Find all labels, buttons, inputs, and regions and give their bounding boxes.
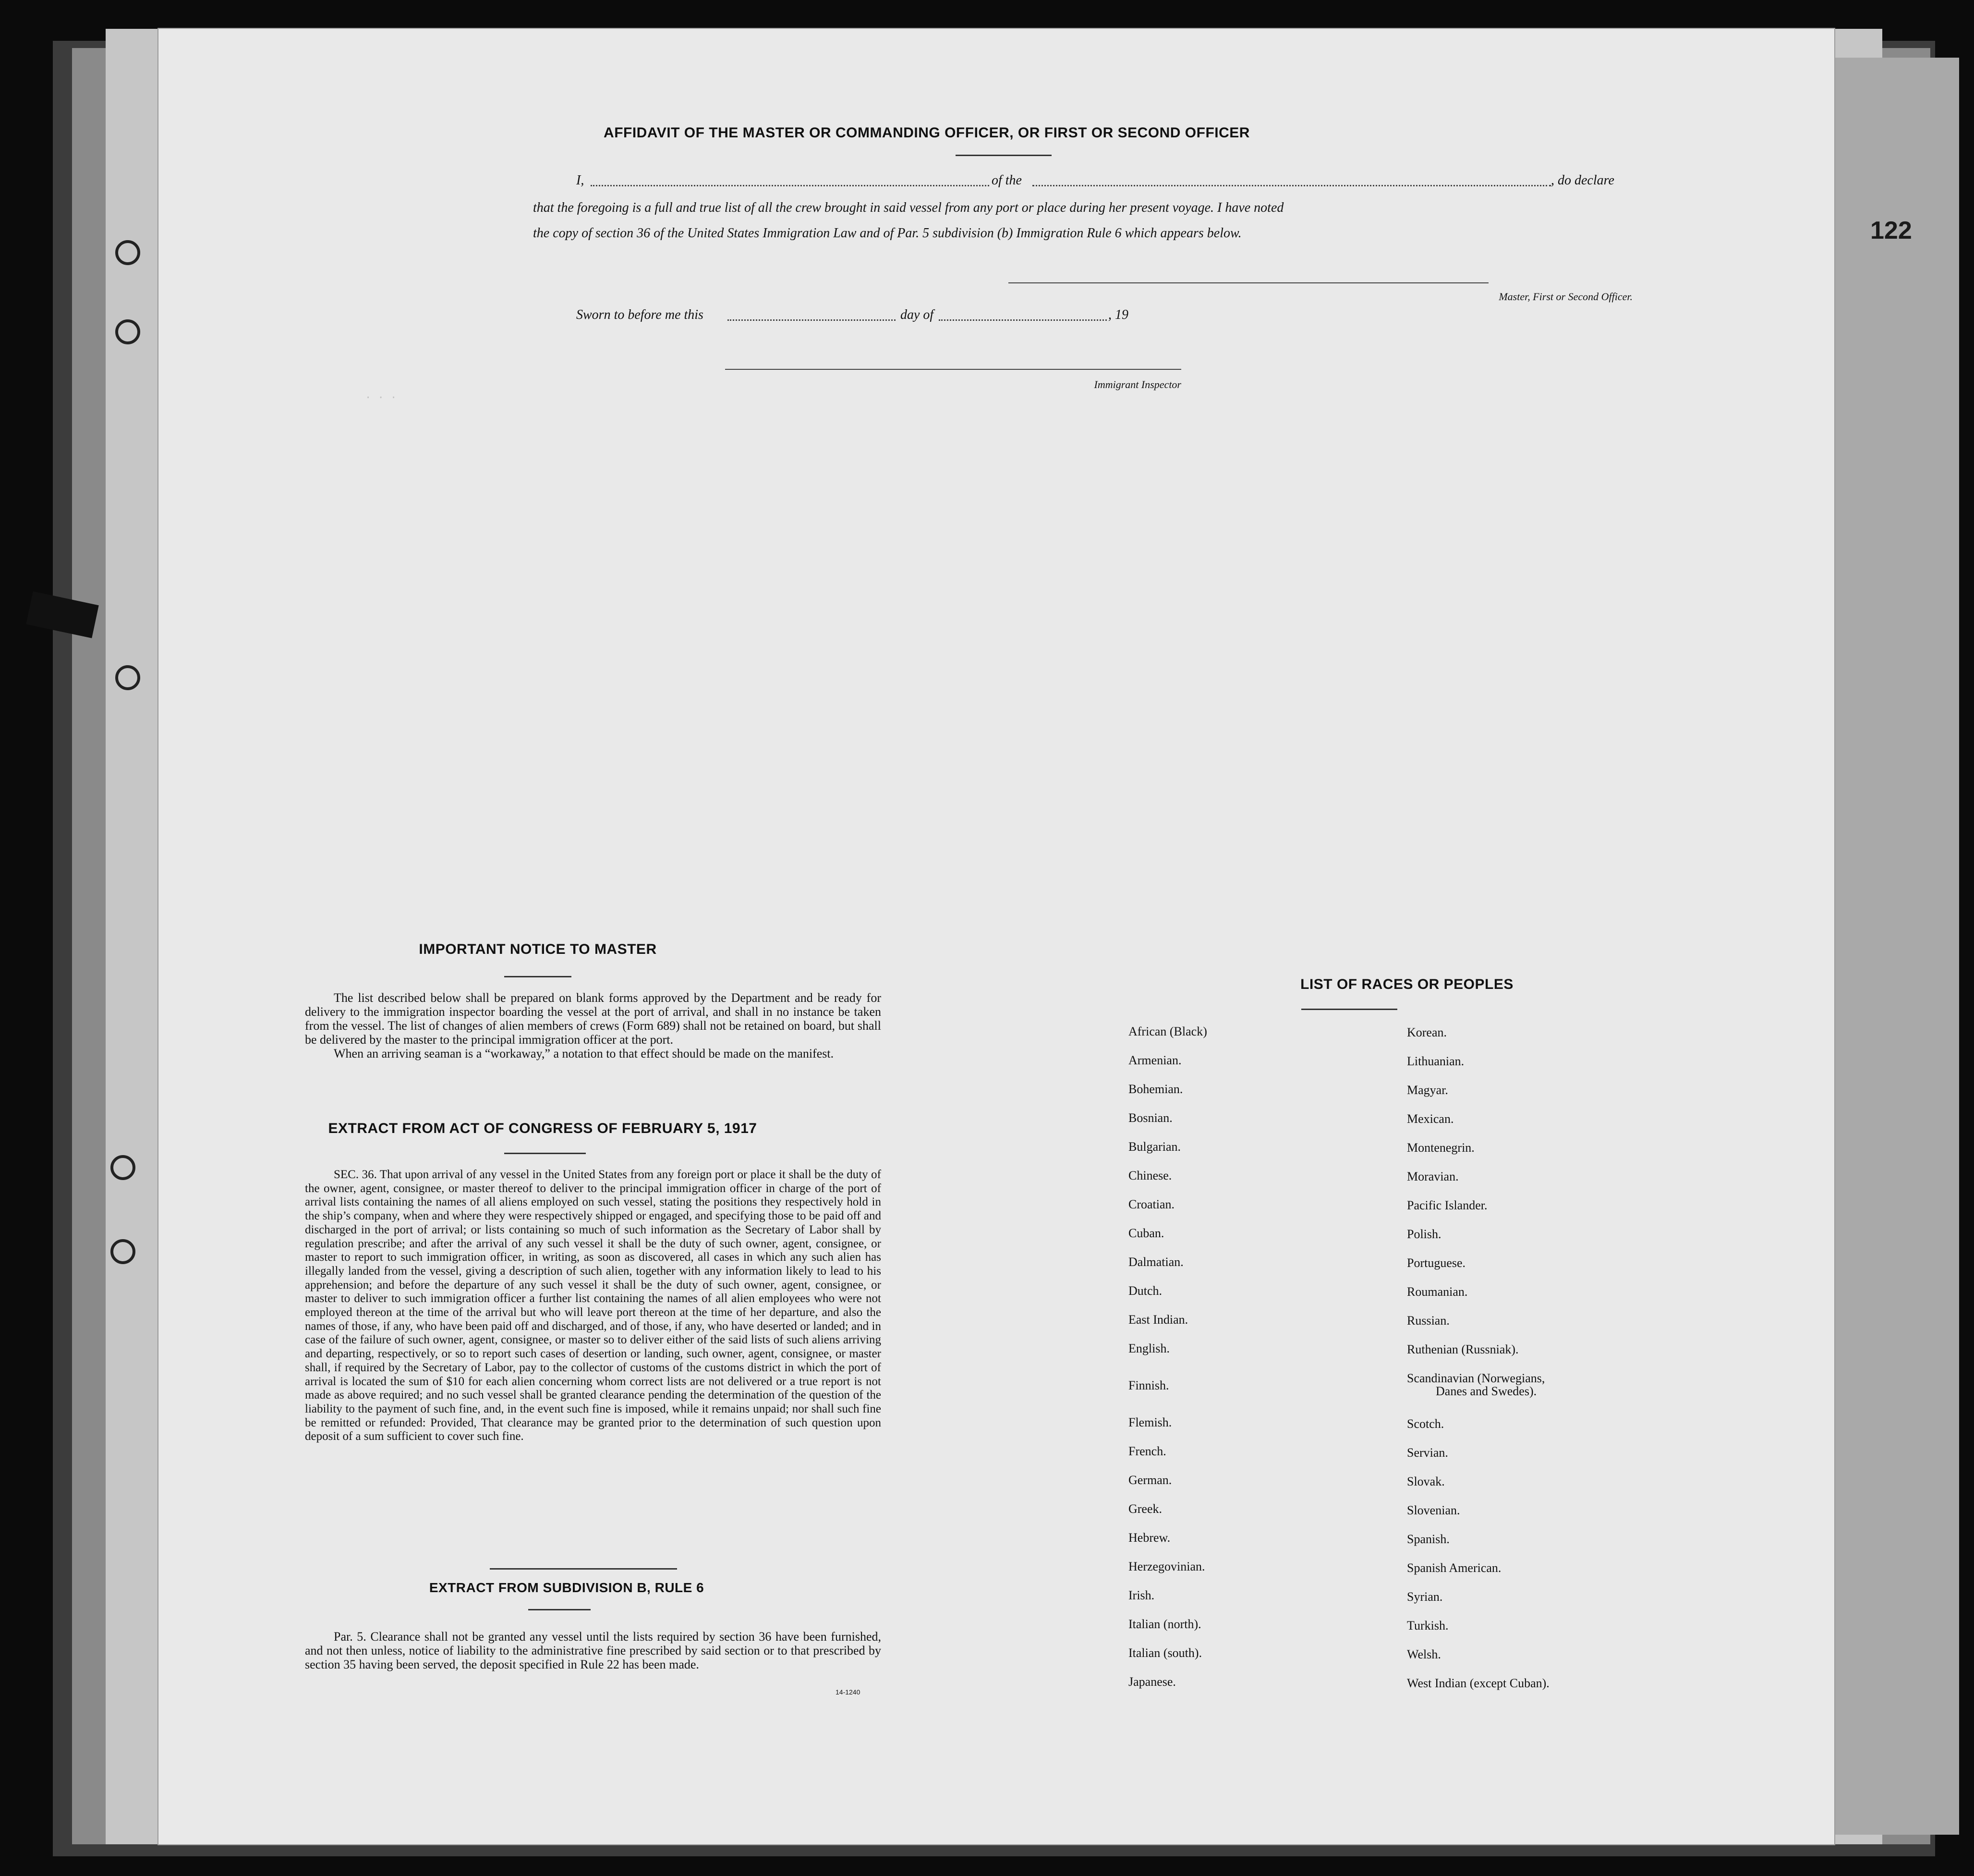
race-item: Syrian. xyxy=(1407,1590,1443,1604)
affidavit-of-the: of the xyxy=(992,173,1022,188)
race-item: Moravian. xyxy=(1407,1169,1459,1183)
race-item: Italian (north). xyxy=(1128,1617,1201,1631)
race-item: Armenian. xyxy=(1128,1053,1182,1067)
race-item: Russian. xyxy=(1407,1314,1450,1328)
sworn-year: , 19 xyxy=(1108,307,1128,322)
race-item: Portuguese. xyxy=(1407,1256,1466,1270)
race-item: Roumanian. xyxy=(1407,1285,1468,1299)
race-item: Montenegrin. xyxy=(1407,1141,1475,1155)
race-item: Slovenian. xyxy=(1407,1503,1460,1517)
race-item: Dutch. xyxy=(1128,1284,1163,1298)
divider xyxy=(956,155,1052,156)
binder-hole-icon xyxy=(110,1239,135,1264)
notice-title: IMPORTANT NOTICE TO MASTER xyxy=(419,941,657,957)
race-item: French. xyxy=(1128,1444,1166,1458)
divider xyxy=(1301,1009,1397,1010)
race-item: Bulgarian. xyxy=(1128,1140,1181,1154)
race-item: African (Black) xyxy=(1128,1024,1207,1038)
race-item: Cuban. xyxy=(1128,1226,1164,1240)
race-item: Polish. xyxy=(1407,1227,1441,1241)
race-item: Scotch. xyxy=(1407,1417,1444,1431)
race-item: Greek. xyxy=(1128,1502,1163,1516)
race-item: Mexican. xyxy=(1407,1112,1454,1126)
race-item: Servian. xyxy=(1407,1446,1448,1460)
document-page xyxy=(158,29,1834,1844)
extract-act-title: EXTRACT FROM ACT OF CONGRESS OF FEBRUARY 5, 1917 xyxy=(328,1121,757,1136)
race-item: Irish. xyxy=(1128,1588,1155,1602)
background-sheet-edge xyxy=(1815,58,1959,1835)
race-item: Welsh. xyxy=(1407,1647,1441,1661)
section-36-text: SEC. 36. That upon arrival of any vessel in the United States from any foreign port or place it shall be the duty of the owner, agent, consignee, or master thereof to deliver to the principal immigration officer in charge of the port of arrival lists containing the names of all aliens employed on such vessel, stating the positions they respectively hold in the ship’s company, when and where they were respectively shipped or engaged, and specifying those to be paid off and discharged in the port of arrival; or lists containing so much of such information as the Secretary of Labor shall by regulation prescribe; and after the arrival of any such vessel it shall be the duty of such owner, agent, consignee, or master to report to such immigration officer, in writing, as soon as discovered, all cases in which any such alien has illegally landed from the vessel, giving a description of such alien, together with any information likely to lead to his apprehension; and before the departure of any such vessel it shall be the duty of such owner, agent, consignee, or master to deliver to such immigration officer a further list containing the names of all alien employees who were not employed thereon at the time of the arrival but who will leave port thereon at the time of her departure, and also the names of those, if any, who have been paid off and discharged, and of those, if any, who have deserted or landed; and in case of the failure of such owner, agent, consignee, or master so to deliver either of the said lists of such aliens arriving and departing, respectively, or so to report such cases of desertion or landing, such owner, agent, consignee, or master shall, if required by the Secretary of Labor, pay to the collector of customs of the customs district in which the port of arrival is located the sum of $10 for each alien concerning whom correct lists are not delivered or a true report is not made as above required; and no such vessel shall be granted clearance pending the determination of the question of the liability to the payment of such fine, and, in the event such fine is imposed, while it remains unpaid; nor shall such fine be remitted or refunded: Provided, That clearance may be granted prior to the determination of such question upon deposit of a sum sufficient to cover such fine. xyxy=(305,1168,881,1443)
sworn-day-of: day of xyxy=(900,307,934,322)
race-item: Flemish. xyxy=(1128,1415,1172,1429)
sworn-day-line xyxy=(727,319,896,321)
divider xyxy=(504,1153,586,1154)
race-item: Ruthenian (Russniak). xyxy=(1407,1342,1519,1356)
race-item: Bosnian. xyxy=(1128,1111,1173,1125)
race-item: German. xyxy=(1128,1473,1172,1487)
binder-hole-icon xyxy=(115,665,140,690)
race-item: Turkish. xyxy=(1407,1619,1449,1632)
binder-hole-icon xyxy=(115,240,140,265)
divider xyxy=(528,1609,591,1610)
race-item: East Indian. xyxy=(1128,1313,1188,1327)
race-item: English. xyxy=(1128,1341,1170,1355)
affidavit-line2: that the foregoing is a full and true list of all the crew brought in said vessel from any port or place during her present voyage. I have noted xyxy=(533,200,1284,215)
race-item: Bohemian. xyxy=(1128,1082,1183,1096)
sworn-prefix: Sworn to before me this xyxy=(576,307,703,322)
master-signature-label: Master, First or Second Officer. xyxy=(1499,291,1633,303)
race-item: Pacific Islander. xyxy=(1407,1198,1488,1212)
race-item: Scandinavian (Norwegians, xyxy=(1407,1371,1545,1385)
affidavit-i: I, xyxy=(576,173,584,188)
par-5-text: Par. 5. Clearance shall not be granted any vessel until the lists required by section 36 have been furnished, and not then unless, notice of liability to the administrative fine prescribed by said section or to that prescribed by section 35 having been served, the deposit specified in Rule 22 has been made. xyxy=(305,1630,881,1671)
extract-rule-body xyxy=(305,1630,881,1671)
notice-body xyxy=(305,991,881,1060)
race-item: Slovak. xyxy=(1407,1474,1445,1488)
race-item: West Indian (except Cuban). xyxy=(1407,1676,1550,1690)
race-item: Lithuanian. xyxy=(1407,1054,1465,1068)
race-item: Japanese. xyxy=(1128,1675,1176,1689)
binder-hole-icon xyxy=(110,1155,135,1180)
race-item: Hebrew. xyxy=(1128,1531,1171,1545)
notice-para2: When an arriving seaman is a “workaway,” a notation to that effect should be made on the manifest. xyxy=(334,1047,834,1060)
inspector-label: Immigrant Inspector xyxy=(1094,378,1181,390)
affidavit-declare: , do declare xyxy=(1551,173,1614,188)
race-item: Magyar. xyxy=(1407,1083,1448,1097)
race-item: Spanish. xyxy=(1407,1532,1450,1546)
page-number: 122 xyxy=(1870,217,1912,244)
race-item: Dalmatian. xyxy=(1128,1255,1184,1269)
binder-hole-icon xyxy=(115,319,140,344)
vessel-blank-line xyxy=(1032,185,1551,186)
race-item: Italian (south). xyxy=(1128,1646,1202,1660)
race-item: Herzegovinian. xyxy=(1128,1559,1205,1573)
extract-rule-title: EXTRACT FROM SUBDIVISION B, RULE 6 xyxy=(429,1580,704,1595)
affidavit-line3: the copy of section 36 of the United States Immigration Law and of Par. 5 subdivision (b) Immigration Rule 6 which appears below. xyxy=(533,226,1242,241)
race-item: Finnish. xyxy=(1128,1378,1169,1392)
race-item: Croatian. xyxy=(1128,1197,1175,1211)
inspector-signature-line xyxy=(725,369,1181,370)
races-title: LIST OF RACES OR PEOPLES xyxy=(1300,976,1514,992)
bleed-through-marks: . . . xyxy=(365,389,397,401)
sworn-month-line xyxy=(939,319,1107,321)
divider xyxy=(504,976,571,977)
race-item: Chinese. xyxy=(1128,1169,1172,1182)
divider xyxy=(490,1568,677,1570)
race-item: Korean. xyxy=(1407,1025,1447,1039)
extract-act-body xyxy=(305,1168,881,1444)
notice-para1: The list described below shall be prepared on blank forms approved by the Department and be ready for delivery to the immigration inspector boarding the vessel at the port of arrival, and shall in no instance be taken from the vessel. The list of changes of alien members of crews (Form 689) shall not be retained on board, but shall be delivered by the master to the principal immigration officer at the port. xyxy=(305,991,881,1047)
master-signature-line xyxy=(1008,282,1489,283)
race-item-continuation: Danes and Swedes). xyxy=(1436,1384,1537,1398)
race-item: Spanish American. xyxy=(1407,1561,1502,1575)
affidavit-title: AFFIDAVIT OF THE MASTER OR COMMANDING OFFICER, OR FIRST OR SECOND OFFICER xyxy=(604,125,1250,141)
form-number: 14-1240 xyxy=(836,1688,860,1696)
name-blank-line xyxy=(591,185,989,186)
